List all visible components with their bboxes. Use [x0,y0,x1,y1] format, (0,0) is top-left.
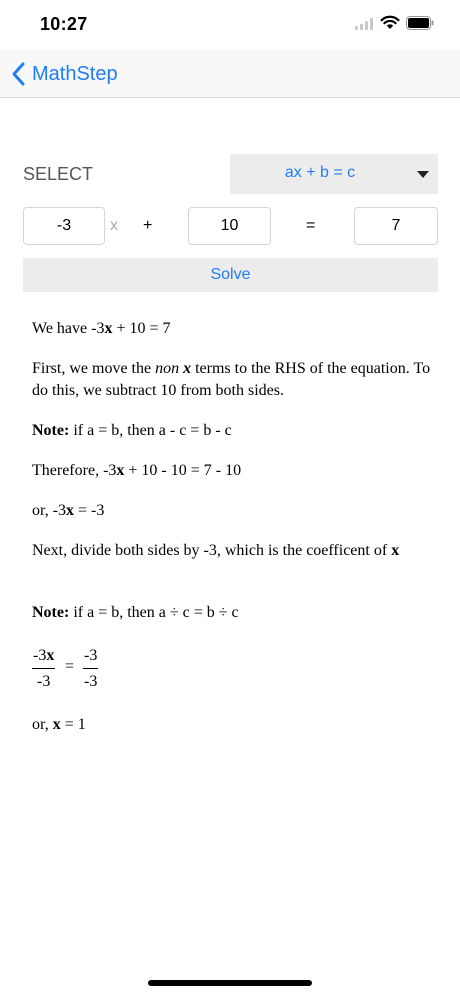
solution-step-3 [32,460,437,482]
step-text: First, we move the [32,360,156,377]
solution-step-1 [32,318,437,340]
home-indicator[interactable] [148,980,312,986]
solution-step-2 [32,358,437,402]
variable-x: x [391,542,400,559]
variable-x: x [104,320,113,337]
equals-symbol: = [306,217,316,234]
constant-b-input[interactable] [188,207,271,245]
dropdown-selected-value: ax + b = c [284,164,356,181]
back-button[interactable] [10,60,118,88]
final-answer [32,714,437,736]
select-label: SELECT [23,164,94,184]
step-text: = 1 [60,716,86,733]
plus-symbol: + [143,217,153,234]
navigation-bar [0,50,460,98]
step-text: We have -3 [32,320,105,337]
step-text: + 10 - 10 = 7 - 10 [124,462,242,479]
variable-x: x [66,502,75,519]
status-time: 10:27 [40,14,88,34]
fraction-equals: = [65,658,75,675]
emphasis-non: non [155,360,180,377]
step-text: = -3 [74,502,105,519]
fraction-numerator: -3 [83,647,98,669]
variable-x: x [46,647,55,664]
variable-x: x [116,462,125,479]
fraction-numerator [32,647,55,669]
fraction-denominator: -3 [37,673,51,690]
coefficient-a-input[interactable] [23,207,105,245]
back-button-label: MathStep [32,62,118,85]
step-text: terms to the RHS of the equation. To do this, we subtract 10 from both sides. [32,360,431,399]
equation-type-dropdown[interactable] [230,154,438,194]
result-c-input[interactable] [354,207,438,245]
fraction-denominator: -3 [84,673,98,690]
battery-icon [406,16,434,30]
step-text: Therefore, -3 [32,462,117,479]
fraction-left [32,647,55,691]
note-label: Note: [32,422,70,439]
numerator-coefficient: -3 [33,647,47,664]
fraction-right [83,647,98,691]
solution-step-5 [32,540,437,562]
solution-step-4 [32,500,437,522]
status-bar [0,0,460,50]
note-subtraction [32,420,437,442]
note-division [32,602,437,624]
note-label: Note: [32,604,70,621]
wifi-icon [380,14,400,30]
chevron-left-icon [10,61,28,87]
solve-button[interactable]: Solve [23,258,438,292]
cellular-signal-icon [355,18,373,30]
note-text: if a = b, then a - c = b - c [69,422,232,439]
step-text: + 10 = 7 [112,320,171,337]
note-text: if a = b, then a ÷ c = b ÷ c [69,604,239,621]
step-text: or, [32,716,53,733]
step-text: Next, divide both sides by -3, which is the coefficent of [32,542,392,559]
x-symbol: x [110,217,118,234]
variable-x: x [183,360,192,377]
caret-down-icon [417,171,429,178]
variable-x: x [52,716,61,733]
step-text: or, -3 [32,502,67,519]
